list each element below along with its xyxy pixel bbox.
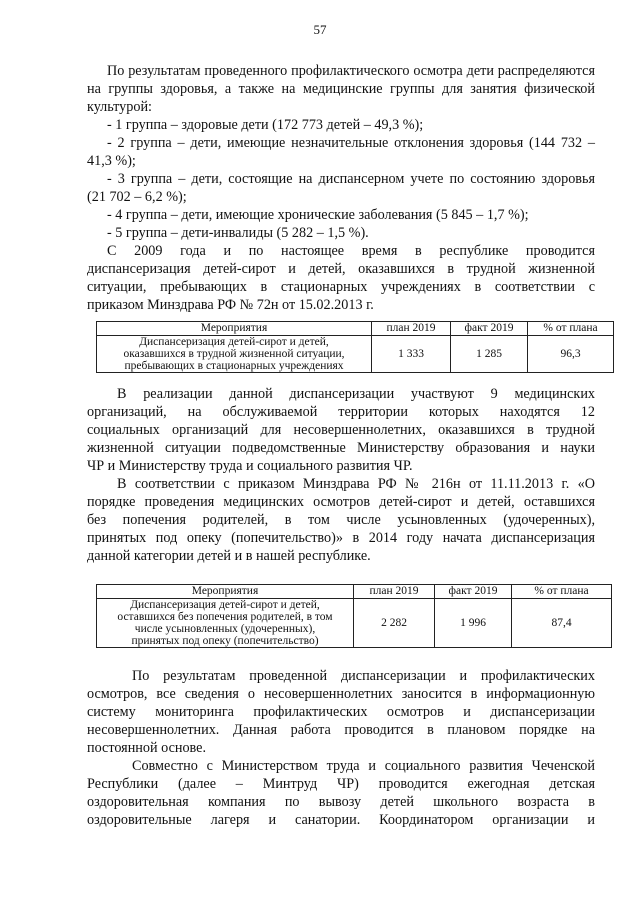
list-item: - 5 группа – дети-инвалиды (5 282 – 1,5 %). xyxy=(107,225,369,241)
paragraph-monitoring xyxy=(87,667,595,829)
list-item: - 1 группа – здоровые дети (172 773 детей – 49,3 %); xyxy=(107,117,424,133)
text-line: на группы здоровья, а также на медицинские группы для занятия физической xyxy=(87,81,595,97)
text-line: В реализации данной диспансеризации участвуют 9 медицинских xyxy=(117,386,595,402)
text-line: По результатам проведенного профилактического осмотра дети распределяются xyxy=(107,63,595,79)
table-row xyxy=(97,599,612,648)
plan-cell: 1 333 xyxy=(372,336,451,373)
event-text-line: Диспансеризация детей-сирот и детей, xyxy=(130,599,320,611)
text-line: жизненной ситуации подведомственные Министерству образования и науки xyxy=(87,440,595,456)
text-line: Республики (далее – Минтруд ЧР) проводится ежегодная детская xyxy=(87,776,595,792)
event-text-line: числе усыновленных (удочеренных), xyxy=(134,623,316,635)
text-line: ситуации, пребывающих в стационарных учреждениях в соответствии с xyxy=(87,279,595,295)
text-line: По результатам проведенной диспансеризации и профилактических xyxy=(132,668,595,684)
intro-paragraph xyxy=(87,62,595,314)
paragraph-organizations xyxy=(87,385,595,565)
list-item: - 2 группа – дети, имеющие незначительные отклонения здоровья (144 732 – xyxy=(107,135,595,151)
table-dispensary-orphans-no-care xyxy=(96,584,612,648)
text-line: постоянной основе. xyxy=(87,740,207,756)
percent-cell: 87,4 xyxy=(512,599,612,648)
text-line: несовершеннолетних. Данная работа проводится в плановом порядке на xyxy=(87,722,595,738)
fact-cell: 1 996 xyxy=(435,599,512,648)
page-number: 57 xyxy=(313,22,327,37)
text-line: диспансеризация детей-сирот и детей, оказавшихся в трудной жизненной xyxy=(87,261,595,277)
event-cell xyxy=(97,336,372,373)
text-line: (21 702 – 6,2 %); xyxy=(87,189,187,205)
event-text-line: пребывающих в стационарных учреждениях xyxy=(124,360,344,372)
text-line: культурой: xyxy=(87,99,152,115)
column-header: % от плана xyxy=(528,322,614,336)
table-dispensary-orphans-difficult xyxy=(96,321,614,373)
column-header: Мероприятия xyxy=(97,585,354,599)
text-line: В соответствии с приказом Минздрава РФ № 216н от 11.11.2013 г. «О xyxy=(117,476,595,492)
event-text-line: оставшихся без попечения родителей, в том xyxy=(117,611,333,623)
text-line: принятых под опеку (попечительство)» в 2014 году начата диспансеризация xyxy=(87,530,595,546)
text-line: 41,3 %); xyxy=(87,153,136,169)
list-item: - 4 группа – дети, имеющие хронические заболевания (5 845 – 1,7 %); xyxy=(107,207,529,223)
column-header: % от плана xyxy=(512,585,612,599)
table-header-row xyxy=(97,322,614,336)
column-header: факт 2019 xyxy=(451,322,528,336)
text-line: порядке проведения медицинских осмотров детей-сирот и детей, оставшихся xyxy=(87,494,595,510)
text-line: организаций, на обслуживаемой территории которых находятся 12 xyxy=(87,404,595,420)
text-line: оздоровительные лагеря и санатории. Координатором организации и xyxy=(87,812,595,828)
text-line: С 2009 года и по настоящее время в республике проводится xyxy=(107,243,595,259)
text-line: приказом Минздрава РФ № 72н от 15.02.2013 г. xyxy=(87,297,374,313)
table-row xyxy=(97,336,614,373)
text-line: Совместно с Министерством труда и социального развития Чеченской xyxy=(132,758,595,774)
column-header: факт 2019 xyxy=(435,585,512,599)
event-text-line: оказавшихся в трудной жизненной ситуации, xyxy=(123,348,345,360)
fact-cell: 1 285 xyxy=(451,336,528,373)
text-line: систему мониторинга профилактических осмотров и диспансеризации xyxy=(87,704,595,720)
text-line: оздоровительная компания по вывозу детей школьного возраста в xyxy=(87,794,595,810)
text-line: социальных организаций для несовершеннолетних, оказавшихся в трудной xyxy=(87,422,595,438)
column-header: план 2019 xyxy=(372,322,451,336)
plan-cell: 2 282 xyxy=(354,599,435,648)
text-line: данной категории детей и в нашей республике. xyxy=(87,548,371,564)
percent-cell: 96,3 xyxy=(528,336,614,373)
list-item: - 3 группа – дети, состоящие на диспансерном учете по состоянию здоровья xyxy=(107,171,595,187)
event-cell xyxy=(97,599,354,648)
text-line: без попечения родителей, в том числе усыновленных (удочеренных), xyxy=(87,512,595,528)
column-header: план 2019 xyxy=(354,585,435,599)
event-text-line: Диспансеризация детей-сирот и детей, xyxy=(139,336,329,348)
table-header-row xyxy=(97,585,612,599)
text-line: осмотров, все сведения о несовершеннолетних заносится в информационную xyxy=(87,686,595,702)
event-text-line: принятых под опеку (попечительство) xyxy=(131,635,319,647)
column-header: Мероприятия xyxy=(97,322,372,336)
text-line: ЧР и Министерству труда и социального развития ЧР. xyxy=(87,458,413,474)
